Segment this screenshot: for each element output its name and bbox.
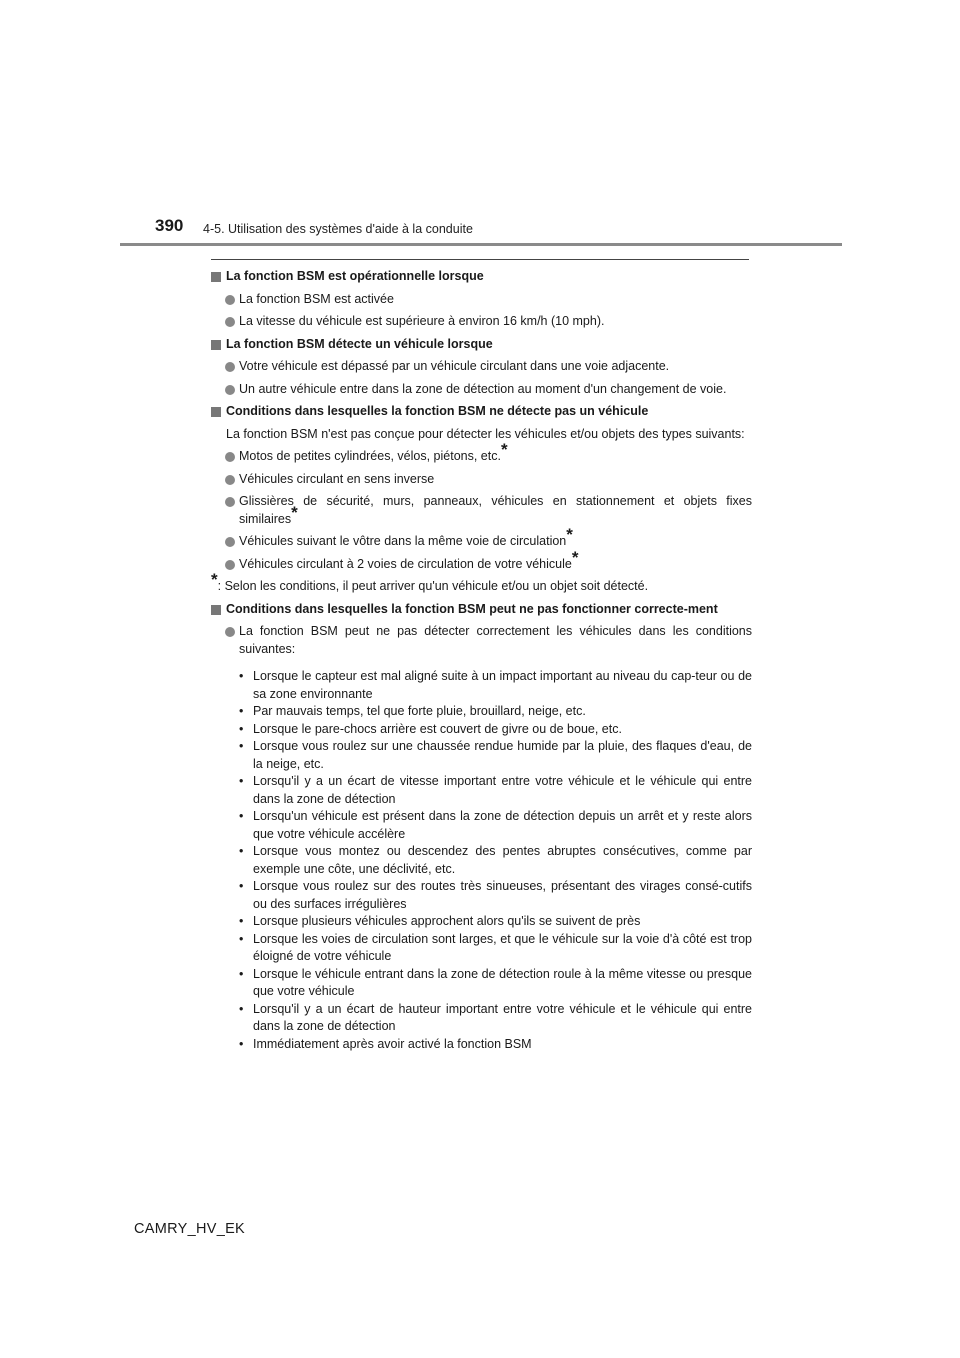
sub-list-item: • Lorsqu'il y a un écart de hauteur important entre votre véhicule et le véhicule qui entre dans la zone de détection	[239, 1001, 752, 1033]
list-item: Véhicules circulant en sens inverse	[211, 471, 752, 489]
circle-bullet-icon	[225, 560, 235, 570]
footnote: *: Selon les conditions, il peut arriver qu'un véhicule et/ou un objet soit détecté.	[211, 570, 649, 593]
bullet-marker: •	[239, 879, 244, 893]
header-rule	[120, 243, 842, 246]
bullet-marker: •	[239, 931, 244, 946]
circle-bullet-icon	[225, 627, 235, 637]
sub-list-item: • Lorsque les voies de circulation sont larges, et que le véhicule sur la voie d'à côté est trop éloigné de votre véhicule	[239, 931, 752, 963]
section-heading: Conditions dans lesquelles la fonction BSM ne détecte pas un véhicule	[211, 403, 752, 421]
asterisk-marker: *	[566, 525, 573, 544]
circle-bullet-icon	[225, 385, 235, 395]
bullet-marker: •	[239, 704, 244, 718]
sub-list-item: • Lorsque le véhicule entrant dans la zone de détection roule à la même vitesse ou presque que votre véhicule	[239, 966, 752, 998]
circle-bullet-icon	[225, 452, 235, 462]
bullet-marker: •	[239, 721, 244, 736]
sub-list-item: • Lorsqu'il y a un écart de vitesse important entre votre véhicule et le véhicule qui entre dans la zone de détection	[239, 774, 752, 806]
section-rule	[211, 259, 749, 260]
circle-bullet-icon	[225, 295, 235, 305]
square-bullet-icon	[211, 340, 221, 350]
bullet-marker: •	[239, 1001, 244, 1016]
list-item: Motos de petites cylindrées, vélos, piétons, etc.*	[211, 448, 752, 466]
sub-list-item: • Lorsqu'un véhicule est présent dans la zone de détection depuis un arrêt et y reste alors que votre véhicule accélère	[239, 809, 752, 841]
sub-list-item: • Immédiatement après avoir activé la fonction BSM	[211, 1036, 752, 1054]
sub-list-item: • Lorsque vous roulez sur une chaussée rendue humide par la pluie, des flaques d'eau, de la neige, etc.	[239, 739, 752, 771]
list-item: Un autre véhicule entre dans la zone de détection au moment d'un changement de voie.	[211, 381, 752, 399]
circle-bullet-icon	[225, 537, 235, 547]
bullet-marker: •	[239, 774, 244, 788]
asterisk-marker: *	[291, 502, 298, 522]
circle-bullet-icon	[225, 475, 235, 485]
bullet-marker: •	[239, 1036, 244, 1051]
circle-bullet-icon	[225, 362, 235, 372]
sub-list-item: • Lorsque le pare-chocs arrière est couvert de givre ou de boue, etc.	[211, 721, 752, 739]
list-item: Véhicules suivant le vôtre dans la même voie de circulation*	[211, 533, 752, 551]
section-heading: La fonction BSM détecte un véhicule lorsque	[211, 336, 752, 354]
bullet-marker: •	[239, 739, 244, 753]
square-bullet-icon	[211, 407, 221, 417]
section-heading: Conditions dans lesquelles la fonction BSM peut ne pas fonctionner correcte-ment	[211, 601, 752, 619]
bullet-marker: •	[239, 809, 244, 823]
square-bullet-icon	[211, 272, 221, 282]
sub-list-item: • Lorsque vous montez ou descendez des pentes abruptes consécutives, comme par exemple une côte, une déclivité, etc.	[239, 844, 752, 876]
model-code: CAMRY_HV_EK	[134, 1221, 246, 1237]
sub-list-item: • Lorsque plusieurs véhicules approchent alors qu'ils se suivent de près	[211, 913, 752, 931]
sub-list	[211, 668, 752, 1053]
section-heading: La fonction BSM est opérationnelle lorsque	[211, 268, 752, 286]
asterisk-marker: *	[211, 570, 218, 589]
list-item: La fonction BSM est activée	[211, 291, 752, 309]
chapter-title: 4-5. Utilisation des systèmes d'aide à la conduite	[203, 222, 473, 236]
page-number: 390	[155, 216, 184, 235]
list-item: Véhicules circulant à 2 voies de circulation de votre véhicule*	[211, 556, 752, 574]
square-bullet-icon	[211, 605, 221, 615]
sub-list-item: • Lorsque le capteur est mal aligné suite à un impact important au niveau du cap-teur ou de sa zone environnante	[239, 669, 752, 701]
bullet-marker: •	[239, 966, 244, 981]
list-item: La vitesse du véhicule est supérieure à environ 16 km/h (10 mph).	[211, 313, 752, 331]
list-item: Glissières de sécurité, murs, panneaux, véhicules en stationnement et objets fixes similaires*	[211, 493, 752, 528]
list-item: La fonction BSM peut ne pas détecter correctement les véhicules dans les conditions suivantes:	[211, 623, 752, 658]
asterisk-marker: *	[500, 440, 508, 459]
sub-list-item: • Par mauvais temps, tel que forte pluie, brouillard, neige, etc.	[211, 703, 752, 721]
sub-list-item: • Lorsque vous roulez sur des routes très sinueuses, présentant des virages consé-cutifs ou des surfaces irrégulières	[239, 879, 752, 911]
circle-bullet-icon	[225, 317, 235, 327]
list-item: Votre véhicule est dépassé par un véhicule circulant dans une voie adjacente.	[211, 358, 752, 376]
bullet-marker: •	[239, 669, 244, 683]
section-intro: La fonction BSM n'est pas conçue pour détecter les véhicules et/ou objets des types suivants:	[226, 426, 745, 441]
bullet-marker: •	[239, 914, 244, 928]
page-content	[211, 268, 752, 1053]
circle-bullet-icon	[225, 497, 235, 507]
asterisk-marker: *	[571, 547, 579, 567]
bullet-marker: •	[239, 844, 244, 858]
